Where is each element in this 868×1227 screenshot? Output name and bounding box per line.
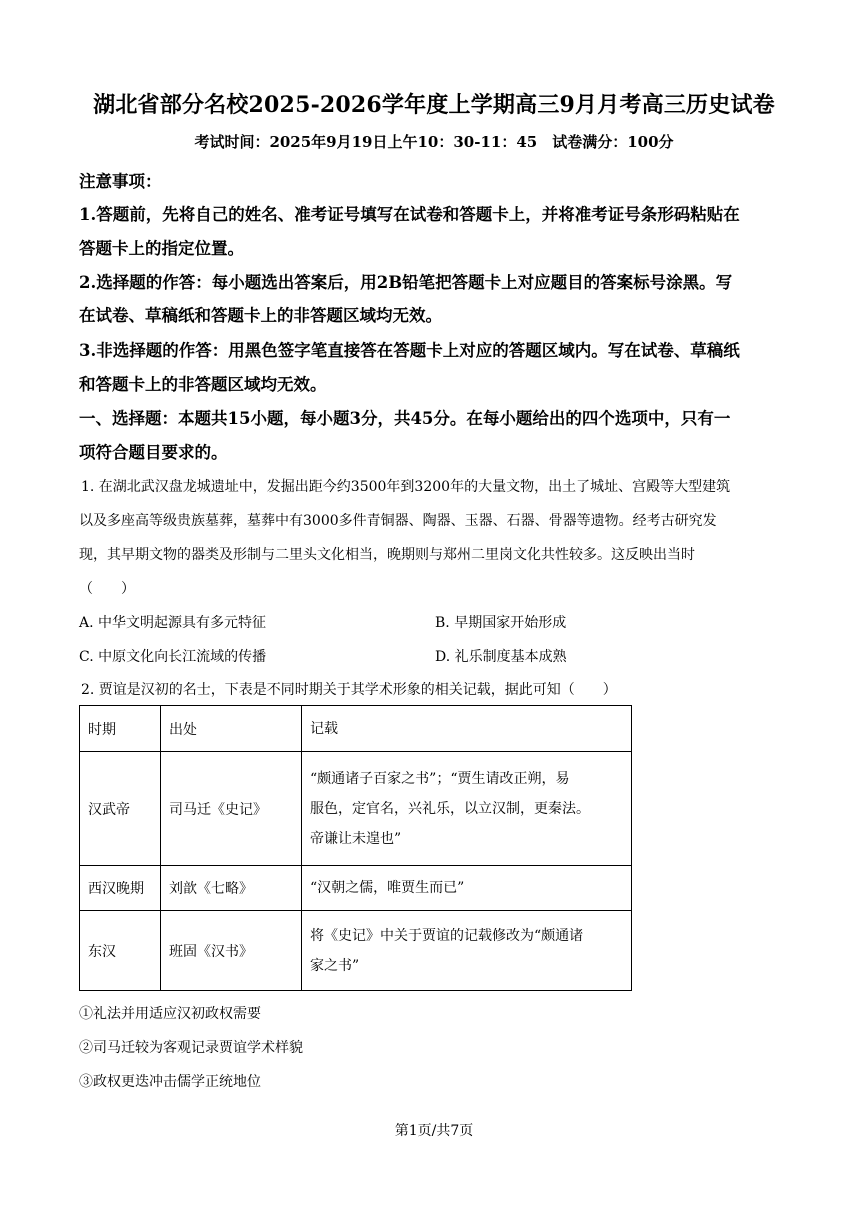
- record-line: 家之书”: [310, 957, 360, 974]
- notice-line: 答题卡上的指定位置。: [79, 239, 244, 258]
- table-row: [80, 911, 632, 991]
- notice-line: 在试卷、草稿纸和答题卡上的非答题区域均无效。: [79, 306, 442, 325]
- question-1-stem: 现，其早期文物的器类及形制与二里头文化相当，晚期则与郑州二里岗文化共性较多。这反映出当时: [79, 547, 695, 563]
- question-1-stem: 1. 在湖北武汉盘龙城遗址中，发掘出距今约3500年到3200年的大量文物，出土了城址、宫殿等大型建筑: [81, 479, 731, 495]
- statement-item: ①礼法并用适应汉初政权需要: [79, 1006, 261, 1022]
- table-header-cell: 记载: [302, 706, 632, 752]
- statement-item: ③政权更迭冲击儒学正统地位: [79, 1074, 261, 1090]
- notice-line: 1.答题前，先将自己的姓名、准考证号填写在试卷和答题卡上，并将准考证号条形码粘贴在: [79, 205, 740, 224]
- option-c: C. 中原文化向长江流域的传播: [79, 649, 267, 665]
- page-number: 第1页/共7页: [394, 1123, 474, 1139]
- notice-line: 2.选择题的作答：每小题选出答案后，用2B铅笔把答题卡上对应题目的答案标号涂黑。写: [79, 273, 733, 292]
- section-heading: 项符合题目要求的。: [79, 443, 228, 462]
- statement-item: ②司马迁较为客观记录贾谊学术样貌: [79, 1040, 303, 1056]
- record-line: 服色，定官名，兴礼乐，以立汉制，更秦法。: [310, 800, 590, 817]
- question-1-stem: 以及多座高等级贵族墓葬，墓葬中有3000多件青铜器、陶器、玉器、石器、骨器等遗物。经考古研究发: [79, 513, 717, 529]
- exam-subtitle: 考试时间：2025年9月19日上午10：30-11：45 试卷满分：100分: [194, 133, 674, 151]
- notice-heading: 注意事项：: [79, 172, 162, 191]
- record-line: 将《史记》中关于贾谊的记载修改为“颇通诸: [310, 927, 584, 944]
- table-cell-source: 班固《汉书》: [161, 911, 302, 991]
- table-cell-record: [302, 866, 632, 911]
- table-row: [80, 752, 632, 866]
- question-2-stem: 2. 贾谊是汉初的名士，下表是不同时期关于其学术形象的相关记载，据此可知（ ）: [81, 682, 617, 698]
- section-heading: 一、选择题：本题共15小题，每小题3分，共45分。在每小题给出的四个选项中，只有一: [79, 409, 731, 428]
- table-cell-period: 西汉晚期: [80, 866, 161, 911]
- record-line: “颇通诸子百家之书”；“贾生请改正朔，易: [310, 770, 570, 787]
- table-header-cell: 出处: [161, 706, 302, 752]
- notice-line: 和答题卡上的非答题区域均无效。: [79, 375, 327, 394]
- history-record-table: [79, 705, 632, 991]
- table-row: [80, 866, 632, 911]
- table-cell-source: 刘歆《七略》: [161, 866, 302, 911]
- table-cell-source: 司马迁《史记》: [161, 752, 302, 866]
- table-header-row: [80, 706, 632, 752]
- table-cell-record: [302, 911, 632, 991]
- answer-blank: （ ）: [79, 581, 135, 597]
- table-cell-record: [302, 752, 632, 866]
- table-cell-period: 东汉: [80, 911, 161, 991]
- table-header-cell: 时期: [80, 706, 161, 752]
- option-d: D. 礼乐制度基本成熟: [435, 649, 567, 665]
- table-cell-period: 汉武帝: [80, 752, 161, 866]
- notice-line: 3.非选择题的作答：用黑色签字笔直接答在答题卡上对应的答题区域内。写在试卷、草稿纸: [79, 341, 740, 360]
- option-a: A. 中华文明起源具有多元特征: [79, 615, 267, 631]
- option-b: B. 早期国家开始形成: [435, 615, 567, 631]
- exam-title: 湖北省部分名校2025-2026学年度上学期高三9月月考高三历史试卷: [93, 92, 775, 118]
- record-line: “汉朝之儒，唯贾生而已”: [310, 880, 465, 896]
- record-line: 帝谦让未遑也”: [310, 830, 402, 847]
